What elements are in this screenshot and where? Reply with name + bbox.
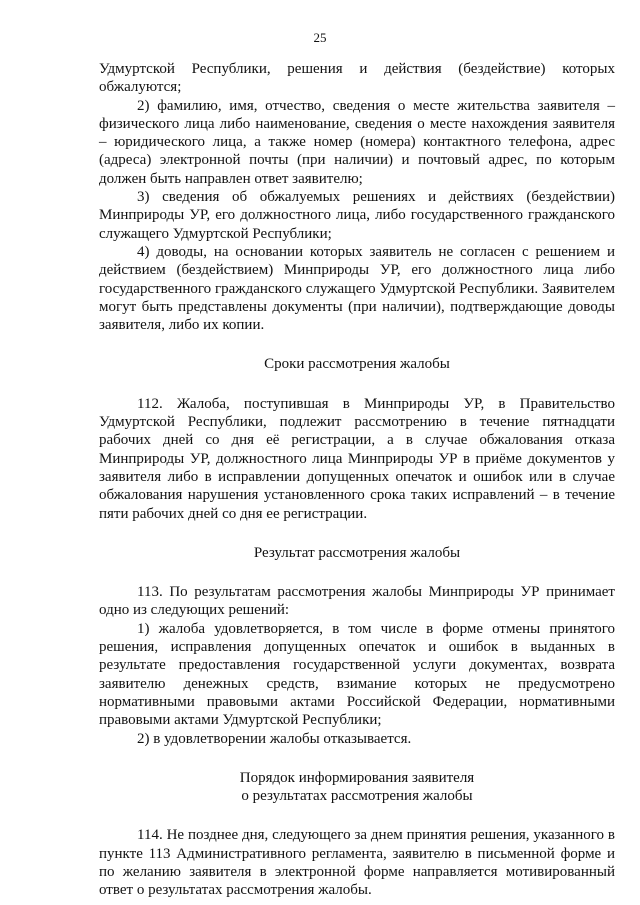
paragraph-113-item-2: 2) в удовлетворении жалобы отказывается.	[137, 730, 412, 747]
paragraph-item-3: 3) сведения об обжалуемых решениях и действиях (бездействии) Минприроды УР, его должностного лица, либо государственного гражданского служащего Удмуртской Республики;	[99, 189, 615, 242]
paragraph-item-2: 2) фамилию, имя, отчество, сведения о месте жительства заявителя – физического лица либо наименование, сведения о месте нахождения заявителя – юридического лица, а также номер (номера) контактного телефона, адрес (адреса) электронной почты (при наличии) и почтовый адрес, по которым должен быть направлен ответ заявителю;	[99, 97, 615, 187]
page-number: 25	[313, 30, 327, 45]
paragraph-112: 112. Жалоба, поступившая в Минприроды УР, в Правительство Удмуртской Республики, подлежит рассмотрению в течение пятнадцати рабочих дней со дня её регистрации, а в случае обжалования отказа Минприроды УР, должностного лица Минприроды УР в приёме документов у заявителя либо в исправлении допущенных опечаток и ошибок или в случае обжалования нарушения установленного срока таких исправлений – в течение пяти рабочих дней со дня ее регистрации.	[99, 395, 615, 522]
paragraph-continuation: Удмуртской Республики, решения и действия (бездействие) которых обжалуются;	[99, 61, 615, 96]
paragraph-113-item-1: 1) жалоба удовлетворяется, в том числе в форме отмены принятого решения, исправления допущенных опечаток и ошибок в выданных в результате предоставления государственной услуги документах, возврата заявителю денежных средств, взимание которых не предусмотрено нормативными правовыми актами Российской Федерации, нормативными правовыми актами Удмуртской Республики;	[99, 620, 615, 729]
section-heading-terms: Сроки рассмотрения жалобы	[264, 356, 450, 373]
document-body	[99, 60, 615, 900]
section-heading-inform-line2: о результатах рассмотрения жалобы	[241, 788, 473, 805]
section-heading-inform	[99, 769, 615, 806]
paragraph-item-4: 4) доводы, на основании которых заявитель не согласен с решением и действием (бездействием) Минприроды УР, его должностного лица либо государственного гражданского служащего Удмуртской Республики. Заявителем могут быть представлены документы (при наличии), подтверждающие доводы заявителя, либо их копии.	[99, 243, 615, 334]
section-heading-inform-line1: Порядок информирования заявителя	[239, 769, 475, 786]
paragraph-113: 113. По результатам рассмотрения жалобы Минприроды УР принимает одно из следующих решений:	[99, 584, 615, 619]
paragraph-114: 114. Не позднее дня, следующего за днем принятия решения, указанного в пункте 113 Административного регламента, заявителю в письменной форме и по желанию заявителя в электронной форме направляется мотивированный ответ о результатах рассмотрения жалобы.	[99, 827, 615, 899]
section-heading-result: Результат рассмотрения жалобы	[253, 544, 461, 561]
